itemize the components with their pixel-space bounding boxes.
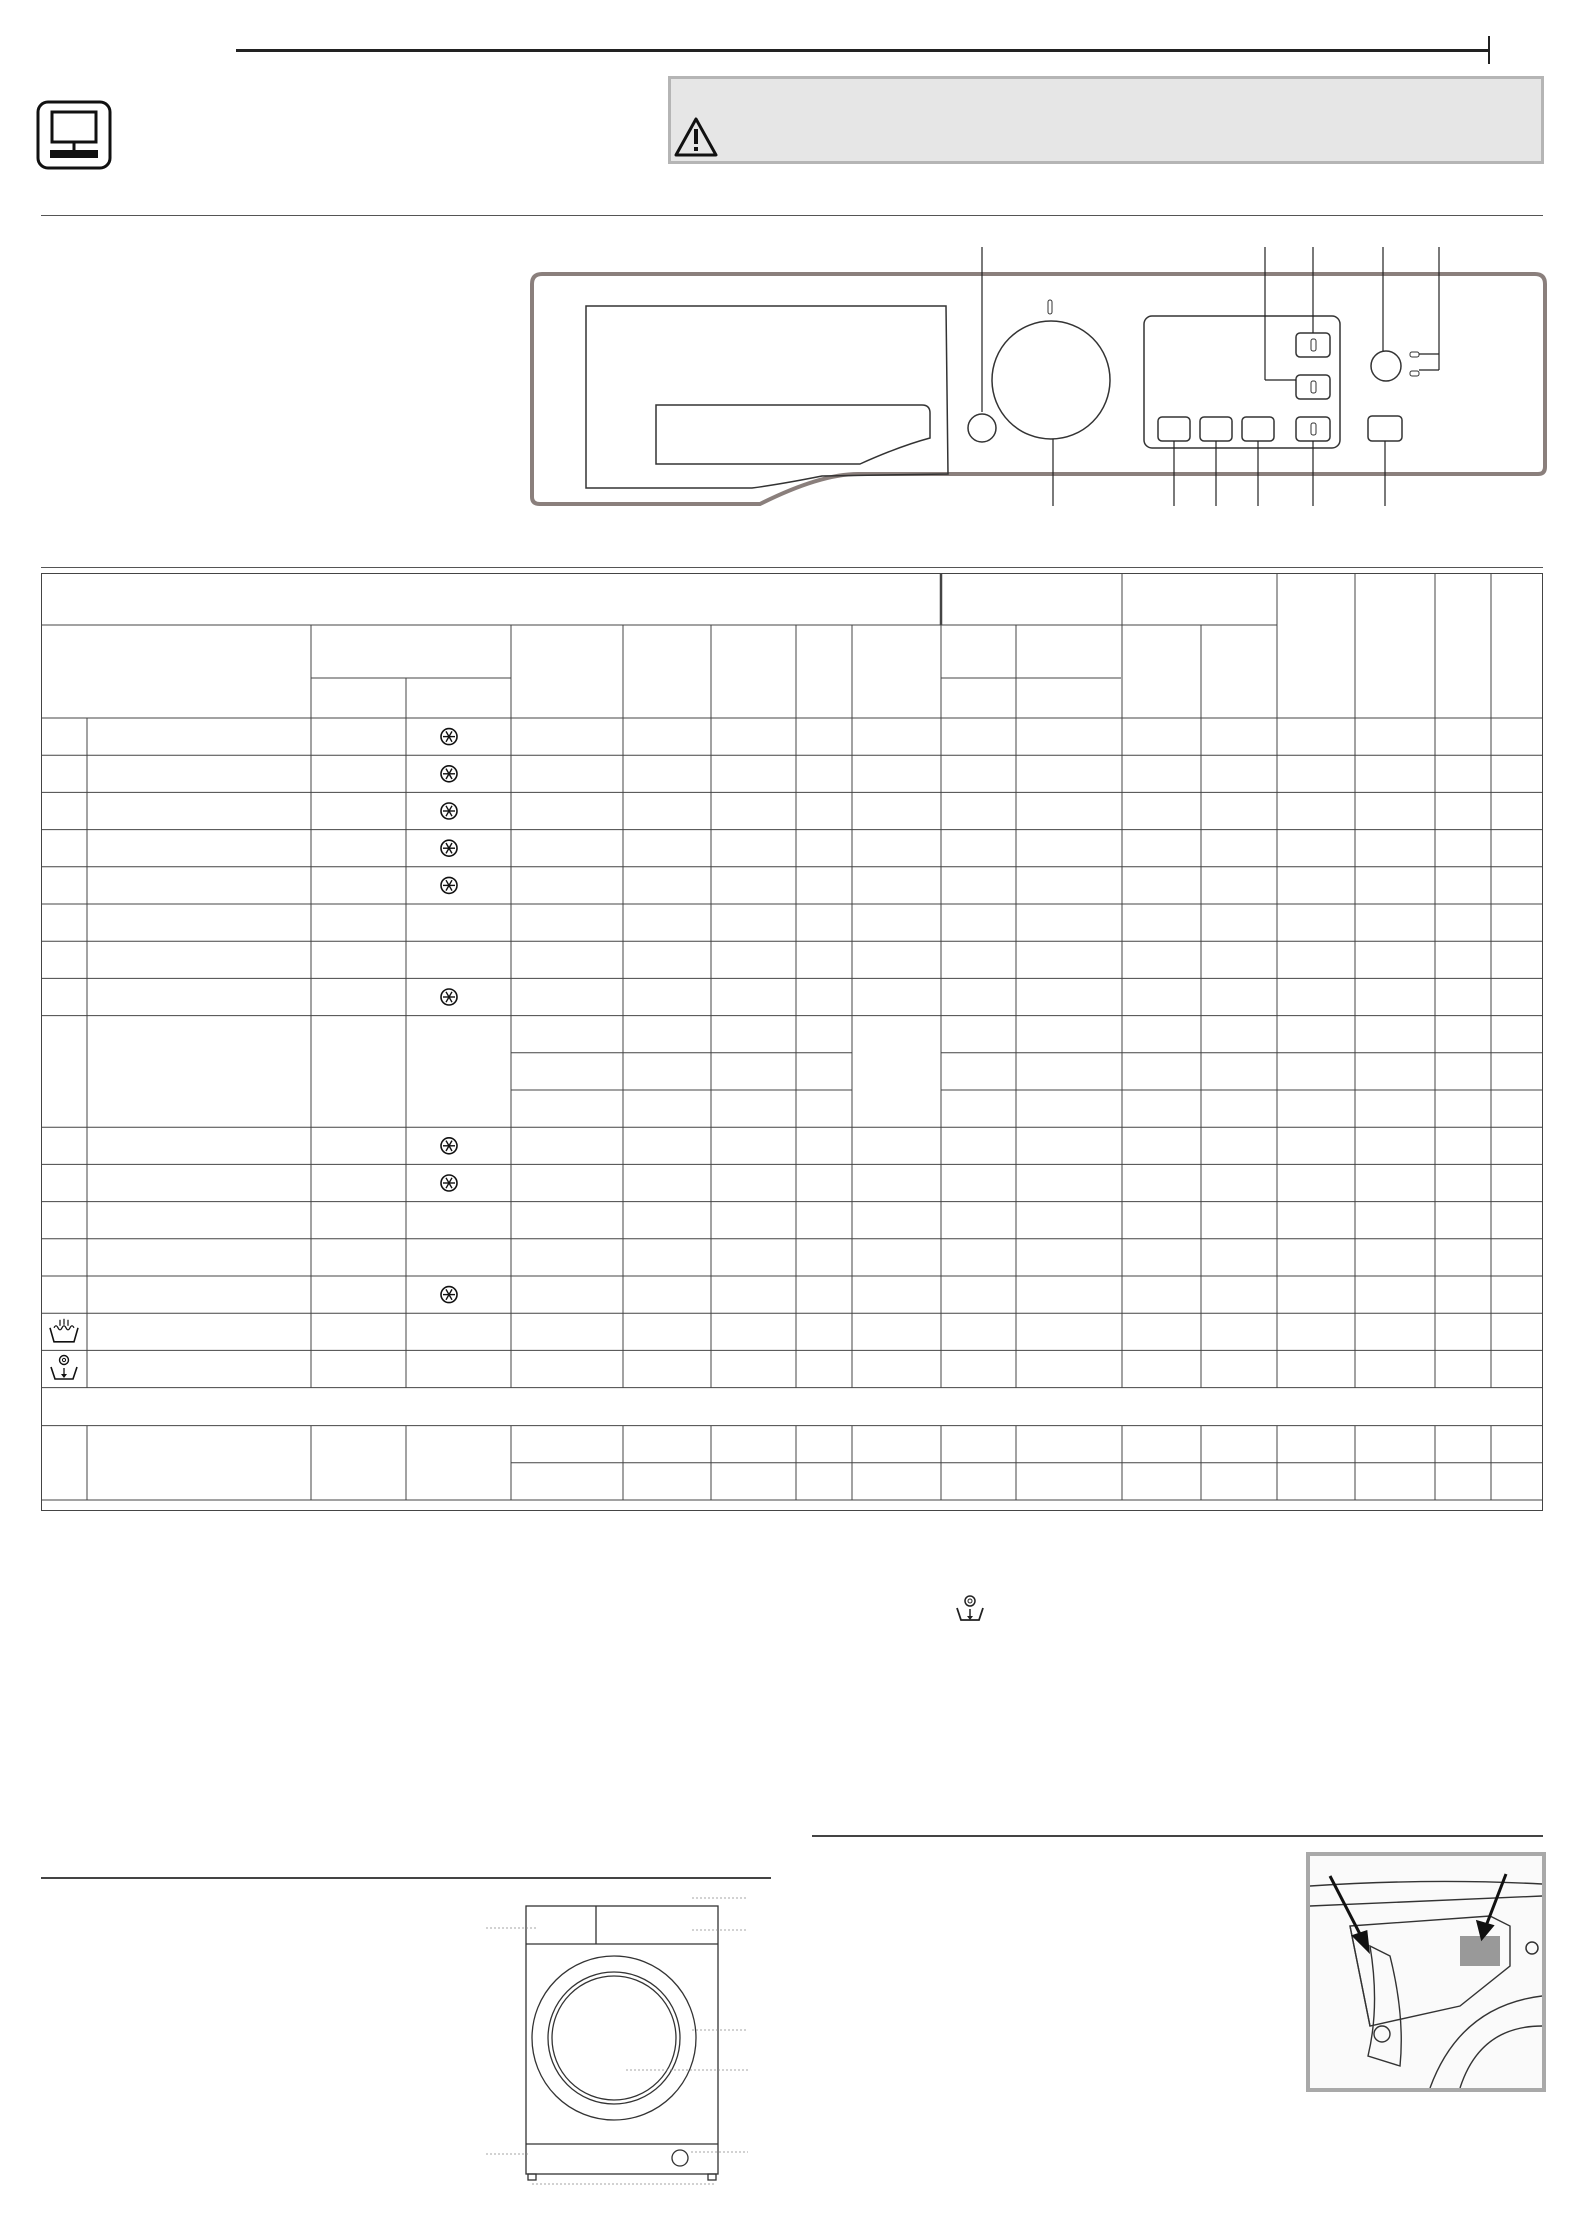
snowflake-icon: [441, 840, 457, 856]
snowflake-icon: [441, 729, 457, 745]
section-divider-left: [41, 1877, 771, 1879]
warning-box: [668, 76, 1544, 164]
top-rule: [236, 49, 1488, 52]
washing-machine-front-diagram: [486, 1890, 756, 2190]
section-divider-2: [41, 567, 1543, 568]
top-rule-end-tick: [1488, 36, 1490, 64]
computer-monitor-icon: [36, 100, 112, 170]
snowflake-icon: [441, 989, 457, 1005]
programme-table: [41, 573, 1543, 1511]
section-divider-1: [41, 215, 1543, 216]
rinse-icon: [50, 1319, 78, 1342]
snowflake-icon: [441, 803, 457, 819]
section-divider-right: [812, 1835, 1543, 1837]
snowflake-icon: [441, 877, 457, 893]
spin-drain-icon-note: [954, 1594, 986, 1624]
warning-triangle-icon: [673, 116, 719, 158]
spin-drain-icon: [51, 1356, 77, 1380]
snowflake-icon: [441, 766, 457, 782]
snowflake-icon: [441, 1175, 457, 1191]
snowflake-icon: [441, 1287, 457, 1303]
detergent-drawer-photo: [1306, 1852, 1546, 2092]
control-panel-diagram: [520, 242, 1550, 512]
snowflake-icon: [441, 1138, 457, 1154]
